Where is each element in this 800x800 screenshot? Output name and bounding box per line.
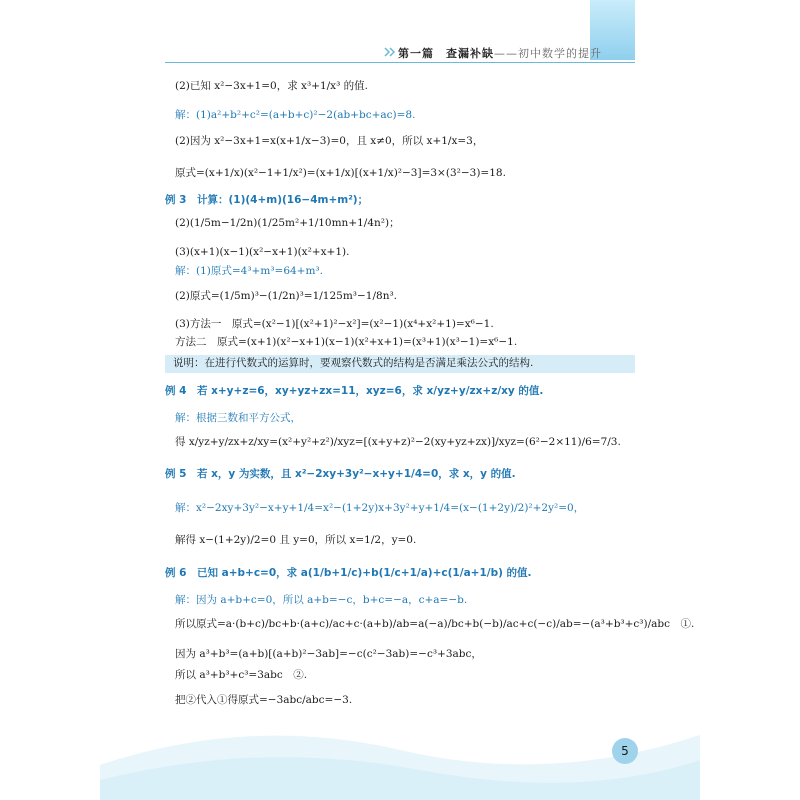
chevron-mark-icon xyxy=(384,47,396,57)
chapter-subtitle: ——初中数学的提升 xyxy=(494,47,602,60)
example-3-heading: 例 3 计算：(1)(4+m)(16−4m+m²)； xyxy=(165,194,369,206)
method-two-line: 方法二 原式=(x+1)(x²−x+1)(x−1)(x²+x+1)=(x³+1)(x³−1)=x⁶−1. xyxy=(175,336,518,348)
solution-line: 所以原式=a·(b+c)/bc+b·(a+c)/ac+c·(a+b)/ab=a(−a)/bc+b(−b)/ac+c(−c)/ab=−(a³+b³+c³)/abc ①. xyxy=(175,618,695,630)
running-header xyxy=(398,45,602,61)
solution-line: (2)因为 x²−3x+1=x(x+1/x−3)=0，且 x≠0，所以 x+1/x=3， xyxy=(175,135,484,147)
method-one-line: (3)方法一 原式=(x²−1)[(x²+1)²−x²]=(x²−1)(x⁴+x²+1)=x⁶−1. xyxy=(175,318,494,330)
solution-line: 把②代入①得原式=−3abc/abc=−3. xyxy=(175,694,353,706)
solution-line: 因为 a³+b³=(a+b)[(a+b)²−3ab]=−c(c²−3ab)=−c³+3abc， xyxy=(175,648,482,660)
solution-line: 解：(1)a²+b²+c²=(a+b+c)²−2(ab+bc+ac)=8. xyxy=(175,109,416,121)
solution-line: 解：根据三数和平方公式， xyxy=(175,412,301,424)
solution-line: 原式=(x+1/x)(x²−1+1/x²)=(x+1/x)[(x+1/x)²−3]=3×(3²−3)=18. xyxy=(175,167,506,179)
header-rule xyxy=(165,62,635,63)
solution-line: 所以 a³+b³+c³=3abc ②. xyxy=(175,669,308,681)
footer-wave-decoration xyxy=(100,705,700,800)
solution-line: 解得 x−(1+2y)/2=0 且 y=0，所以 x=1/2，y=0. xyxy=(175,534,417,546)
note-box xyxy=(165,355,635,373)
solution-line: 解：(1)原式=4³+m³=64+m³. xyxy=(175,265,323,277)
solution-line: 解：因为 a+b+c=0，所以 a+b=−c，b+c=−a，c+a=−b. xyxy=(175,594,468,606)
problem-line: (3)(x+1)(x−1)(x²−x+1)(x²+x+1). xyxy=(175,246,350,258)
note-text: 说明：在进行代数式的运算时，要观察代数式的结构是否满足乘法公式的结构. xyxy=(173,357,534,369)
example-5-heading: 例 5 若 x，y 为实数，且 x²−2xy+3y²−x+y+1/4=0，求 x，y 的值. xyxy=(165,468,516,480)
example-6-heading: 例 6 已知 a+b+c=0，求 a(1/b+1/c)+b(1/c+1/a)+c(1/a+1/b) 的值. xyxy=(165,567,532,579)
solution-line: 解：x²−2xy+3y²−x+y+1/4=x²−(1+2y)x+3y²+y+1/4=(x−(1+2y)/2)²+2y²=0， xyxy=(175,502,585,514)
example-4-heading: 例 4 若 x+y+z=6，xy+yz+zx=11，xyz=6，求 x/yz+y/zx+z/xy 的值. xyxy=(165,385,544,397)
page-number: 5 xyxy=(612,738,638,764)
solution-line: 得 x/yz+y/zx+z/xy=(x²+y²+z²)/xyz=[(x+y+z)²−2(xy+yz+zx)]/xyz=(6²−2×11)/6=7/3. xyxy=(175,436,621,448)
problem-line: (2)(1/5m−1/2n)(1/25m²+1/10mn+1/4n²)； xyxy=(175,217,400,229)
chapter-title: 第一篇 查漏补缺 xyxy=(398,47,494,60)
problem-line: (2)已知 x²−3x+1=0，求 x³+1/x³ 的值. xyxy=(175,80,368,92)
solution-line: (2)原式=(1/5m)³−(1/2n)³=1/125m³−1/8n³. xyxy=(175,290,398,302)
